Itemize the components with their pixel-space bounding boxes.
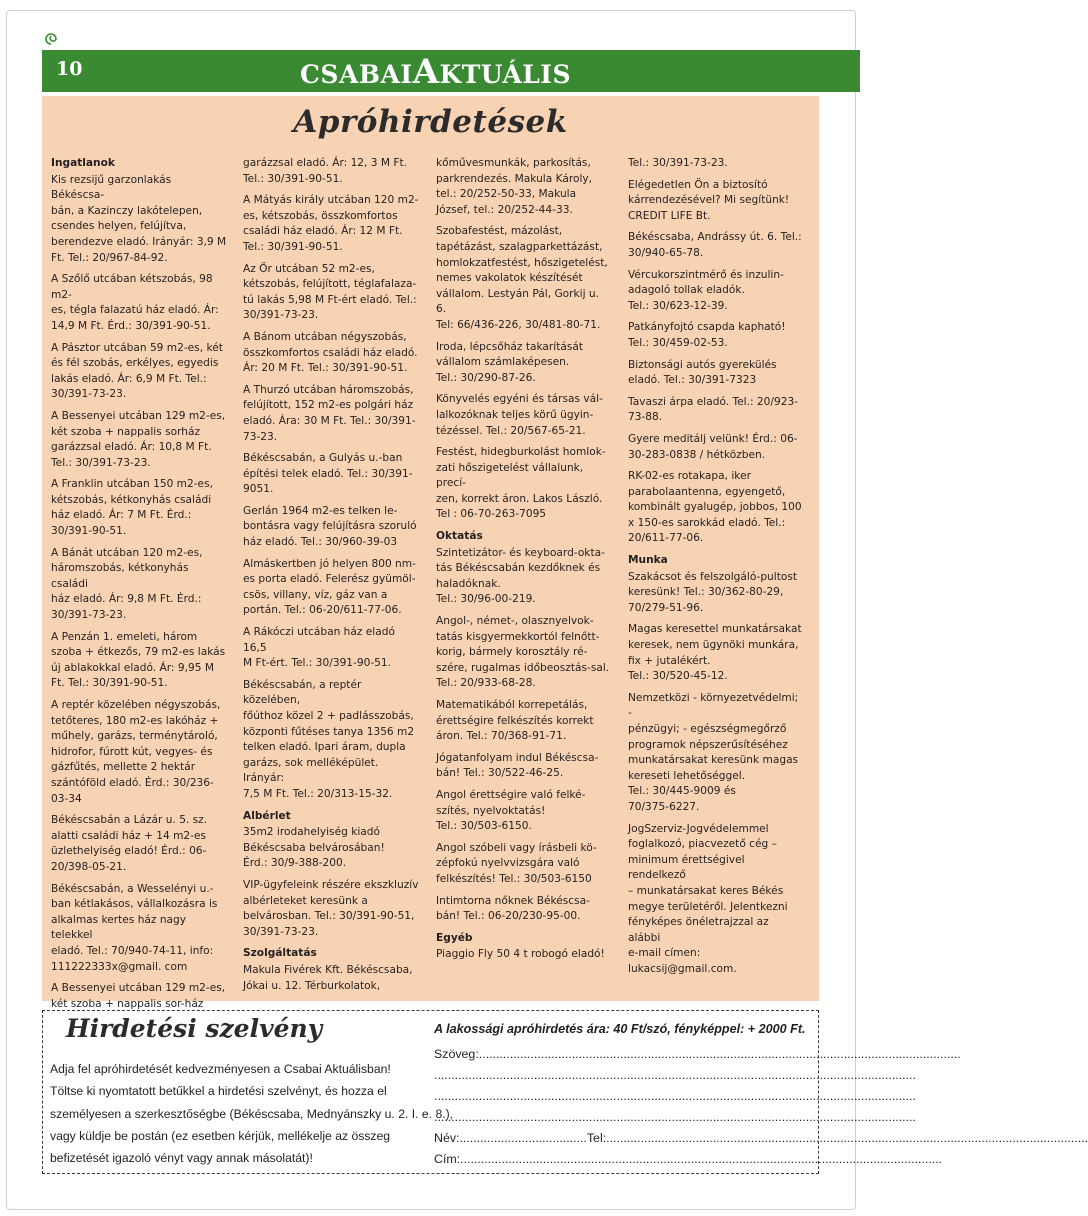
coupon-text-field-line[interactable]: ............................................................................................................................................ xyxy=(434,1089,916,1103)
classified-ad: Gerlán 1964 m2-es telken le- bontásra vagy felújításra szoruló ház eladó. Tel.: 30/960-39-03 xyxy=(243,504,417,549)
page-number: 10 xyxy=(56,58,83,80)
cim-label: Cím: xyxy=(434,1152,461,1166)
nev-label: Név: xyxy=(434,1131,460,1145)
classified-ad: Makula Fivérek Kft. Békéscsaba, Jókai u. 12. Térburkolatok, xyxy=(243,963,413,992)
ads-section-heading: Ingatlanok xyxy=(51,157,115,169)
coupon-name-phone-field[interactable]: Név:.....................................Tel:............................................................................................................................................ xyxy=(434,1131,1088,1145)
classified-ad: Elégedetlen Ön a biztosító kárrendezésével? Mi segítünk! CREDIT LIFE Bt. xyxy=(628,178,790,222)
classified-ad: Angol érettségire való felké- szítés, nyelvoktatás! Tel.: 30/503-6150. xyxy=(436,788,586,833)
classified-ad: A Penzán 1. emeleti, három szoba + étkezős, 79 m2-es lakás új ablakokkal eladó. Ár: 9,95 M Ft. Tel.: 30/391-90-51. xyxy=(51,630,226,690)
classified-ad: A Bessenyei utcában 129 m2-es, két szoba + nappalis sor-ház xyxy=(51,982,226,1010)
classified-ad: A Thurzó utcában háromszobás, felújított, 152 m2-es polgári ház eladó. Ára: 30 M Ft. Tel.: 30/391- 73-23. xyxy=(243,383,416,443)
classified-ad: JogSzerviz-Jogvédelemmel foglalkozó, piacvezető cég – minimum érettségivel rendelkező – munkatársakat keres Békés megye területéről. Jelentkezni fényképes önéletrajzzal az alábbi e-mail címen: lukacsij@gmail.com. xyxy=(628,822,788,975)
masthead-prefix: CSABAI xyxy=(300,60,413,89)
classified-ad: garázzsal eladó. Ár: 12, 3 M Ft. Tel.: 30/391-90-51. xyxy=(243,157,408,185)
classified-ad: Angol szóbeli vagy írásbeli kö- zépfokú nyelvvizsgára való felkészítés! Tel.: 30/503-6150 xyxy=(436,841,597,885)
classified-ad: Tavaszi árpa eladó. Tel.: 20/923- 73-88. xyxy=(628,395,799,424)
ads-section-heading: Szolgáltatás xyxy=(243,947,317,960)
classified-ad: Festést, hidegburkolást homlok- zati hőszigetelést vállalunk, precí- zen, korrekt áron. Lakos László. Tel : 06-70-263-7095 xyxy=(436,446,606,521)
classified-ad: Az Őr utcában 52 m2-es, kétszobás, felújított, téglafalaza- tú lakás 5,98 M Ft-ért eladó. Tel.: 30/391-73-23. xyxy=(243,262,417,322)
classified-ad: A Bánom utcában négyszobás, összkomfortos családi ház eladó. Ár: 20 M Ft. Tel.: 30/391-90-51. xyxy=(243,330,418,375)
classified-ad: A Bánát utcában 120 m2-es, háromszobás, kétkonyhás családi ház eladó. Ár: 9,8 M Ft. Érd.: 30/391-73-23. xyxy=(51,546,203,622)
coupon-address-field[interactable]: Cím:............................................................................................................................................ xyxy=(434,1152,943,1166)
classified-ad: Kis rezsijű garzonlakás Békéscsa- bán, a Kazinczy lakótelepen, csendes helyen, felújítva, berendezve eladó. Irányár: 3,9 M Ft. Tel.: 20/967-84-92. xyxy=(51,173,227,264)
classified-ad: Jógatanfolyam indul Békéscsa- bán! Tel.: 30/522-46-25. xyxy=(436,751,599,780)
classified-ad: kőművesmunkák, parkosítás, parkrendezés. Makula Károly, tel.: 20/252-50-33, Makula József, tel.: 20/252-44-33. xyxy=(436,157,593,216)
ads-column-1 xyxy=(51,156,227,1018)
masthead-initial: A xyxy=(412,52,440,92)
coupon-text-field[interactable]: Szöveg:............................................................................................................................................ xyxy=(434,1047,961,1061)
coupon-text-line: Adja fel apróhirdetését kedvezményesen a Csabai Aktuálisban! xyxy=(50,1062,391,1076)
classified-ad: Patkányfojtó csapda kapható! Tel.: 30/459-02-53. xyxy=(628,321,786,349)
classified-ad: RK-02-es rotakapa, iker parabolaantenna, egyengető, kombinált gyalugép, jobbos, 100 x 150-es sarokkád eladó. Tel.: 20/611-77-06. xyxy=(628,470,802,545)
tel-label: Tel: xyxy=(586,1131,607,1145)
coupon-text-line: személyesen a szerkesztőségbe (Békéscsaba, Mednyánszky u. 2. I. e. 8.), xyxy=(50,1106,454,1121)
classified-ad: A Pásztor utcában 59 m2-es, két és fél szobás, erkélyes, egyedis lakás eladó. Ár: 6,9 M Ft. Tel.: 30/391-73-23. xyxy=(51,341,223,401)
classified-ad: 35m2 irodahelyiség kiadó Békéscsaba belvárosában! Érd.: 30/9-388-200. xyxy=(243,826,385,870)
coupon-text-line: befizetését igazoló vényt vagy annak másolatát)! xyxy=(50,1151,313,1166)
coupon-title: Hirdetési szelvény xyxy=(66,1014,323,1043)
classified-ad: Piaggio Fly 50 4 t robogó eladó! xyxy=(436,948,605,961)
swirl-ornament-icon xyxy=(44,32,58,46)
ads-section-heading: Munka xyxy=(628,554,668,567)
classified-ad: Szakácsot és felszolgáló-pultost keresünk! Tel.: 30/362-80-29, 70/279-51-96. xyxy=(628,570,798,614)
classified-ad: VIP-ügyfeleink részére ekszkluzív albérleteket keresünk a belvárosban. Tel.: 30/391-90-51, 30/391-73-23. xyxy=(243,878,419,938)
ads-title: Apróhirdetések xyxy=(293,104,568,140)
coupon-text-field-line[interactable]: ............................................................................................................................................ xyxy=(434,1110,916,1124)
coupon-text-line: vagy küldje be postán (ez esetben kérjük, mellékelje az összeg xyxy=(50,1128,391,1143)
classified-ad: Békéscsabán, a Wesselényi u.- ban kétlakásos, vállalkozásra is alkalmas kertes ház nagy telekkel eladó. Tel.: 70/940-74-11, info: 111222333x@gmail. com xyxy=(51,882,218,973)
classified-ad: Intimtorna nőknek Békéscsa- bán! Tel.: 06-20/230-95-00. xyxy=(436,894,590,923)
coupon-price-line: A lakossági apróhirdetés ára: 40 Ft/szó, fényképpel: + 2000 Ft. xyxy=(434,1022,806,1036)
classified-ad: Matematikából korrepetálás, érettségire felkészítés korrekt áron. Tel.: 70/368-91-71. xyxy=(436,699,594,743)
ads-column-2 xyxy=(243,156,419,1000)
ads-section-heading: Albérlet xyxy=(243,809,291,822)
classified-ad: Almáskertben jó helyen 800 nm- es porta eladó. Felerész gyümöl- csös, villany, víz, gáz van a portán. Tel.: 06-20/611-77-06. xyxy=(243,557,416,617)
classified-ad: Magas keresettel munkatársakat keresek, nem ügynöki munkára, fix + jutalékért. Tel.: 30/520-45-12. xyxy=(628,623,802,683)
classified-ad: Szobafestést, mázolást, tapétázást, szalagparkettázást, homlokzatfestést, hőszigetelést, nemes vakolatok készítését vállalom. Lestyán Pál, Gorkij u. 6. Tel: 66/436-226, 30/481-80-71. xyxy=(436,225,608,331)
classified-ad: Iroda, lépcsőház takarítását vállalom számlaképesen. Tel.: 30/290-87-26. xyxy=(436,340,584,384)
classified-ad: Békéscsaba, Andrássy út. 6. Tel.: 30/940-65-78. xyxy=(628,231,802,259)
classified-ad: A Franklin utcában 150 m2-es, kétszobás, kétkonyhás családi ház eladó. Ár: 7 M Ft. Érd.: 30/391-90-51. xyxy=(51,478,213,538)
classified-ad: Nemzetközi - környezetvédelmi; - pénzügyi; - egészségmegőrző programok népszerűsítéséhez munkatársakat keresünk magas kereseti lehetőséggel. Tel.: 30/445-9009 és 70/375-6227. xyxy=(628,691,799,813)
classified-ad: Angol-, német-, olasznyelvok- tatás kisgyermekkortól felnőtt- korig, bármely korosztály ré- szére, rugalmas időbeosztás-sal. Tel.: 20/933-68-28. xyxy=(436,615,610,690)
classified-ad: Tel.: 30/391-73-23. xyxy=(628,157,728,169)
ads-column-3 xyxy=(436,156,612,969)
classified-ad: Szintetizátor- és keyboard-okta- tás Békéscsabán kezdőknek és haladóknak. Tel.: 30/96-00-219. xyxy=(436,546,605,606)
classified-ad: Gyere meditálj velünk! Érd.: 06- 30-283-0838 / hétközben. xyxy=(628,432,798,461)
classified-ad: Békéscsabán, a Gulyás u.-ban építési telek eladó. Tel.: 30/391- 9051. xyxy=(243,452,413,496)
classified-ad: Könyvelés egyéni és társas vál- lalkozóknak teljes körű ügyin- tézéssel. Tel.: 20/567-65-21. xyxy=(436,393,603,437)
classified-ad: A Mátyás király utcában 120 m2- es, kétszobás, összkomfortos családi ház eladó. Ár: 12 M Ft. Tel.: 30/391-90-51. xyxy=(243,194,419,253)
szoveg-label: Szöveg: xyxy=(434,1047,479,1061)
classified-ads-panel xyxy=(42,96,819,1010)
coupon-text-field-line[interactable]: ............................................................................................................................................ xyxy=(434,1068,916,1082)
classified-ad: Békéscsabán a Lázár u. 5. sz. alatti családi ház + 14 m2-es üzlethelyiség eladó! Érd.: 06- 20/398-05-21. xyxy=(51,814,208,873)
classified-ad: A reptér közelében négyszobás, tetőteres, 180 m2-es lakóház + műhely, garázs, terménytároló, hidrofor, fúrott kút, vegyes- és gázfűtés, mellette 2 hektár szántóföld eladó. Érd.: 30/236- 03-34 xyxy=(51,699,221,805)
coupon-text-line: Töltse ki nyomtatott betűkkel a hirdetési szelvényt, és hozza el xyxy=(50,1084,387,1099)
masthead xyxy=(300,52,630,92)
ads-section-heading: Egyéb xyxy=(436,931,473,944)
classified-ad: A Bessenyei utcában 129 m2-es, két szoba + nappalis sorház garázzsal eladó. Ár: 10,8 M Ft. Tel.: 30/391-73-23. xyxy=(51,409,226,469)
classified-ad: A Szőlő utcában kétszobás, 98 m2- es, tégla falazatú ház eladó. Ár: 14,9 M Ft. Érd.: 30/391-90-51. xyxy=(51,273,219,332)
classified-ad: Vércukorszintmérő és inzulin- adagoló tollak eladók. Tel.: 30/623-12-39. xyxy=(628,268,784,312)
masthead-rest: KTUÁLIS xyxy=(439,60,572,89)
classified-ad: Békéscsabán, a reptér közelében, főúthoz közel 2 + padlásszobás, központi fűtéses tanya 1356 m2 telken eladó. Ipari áram, dupla garázs, sok melléképület. Irányár: 7,5 M Ft. Tel.: 20/313-15-32. xyxy=(243,678,415,800)
ads-section-heading: Oktatás xyxy=(436,530,483,543)
classified-ad: Biztonsági autós gyerekülés eladó. Tel.: 30/391-7323 xyxy=(628,358,777,387)
ads-column-4 xyxy=(628,156,804,984)
classified-ad: A Rákóczi utcában ház eladó 16,5 M Ft-ért. Tel.: 30/391-90-51. xyxy=(243,626,395,670)
